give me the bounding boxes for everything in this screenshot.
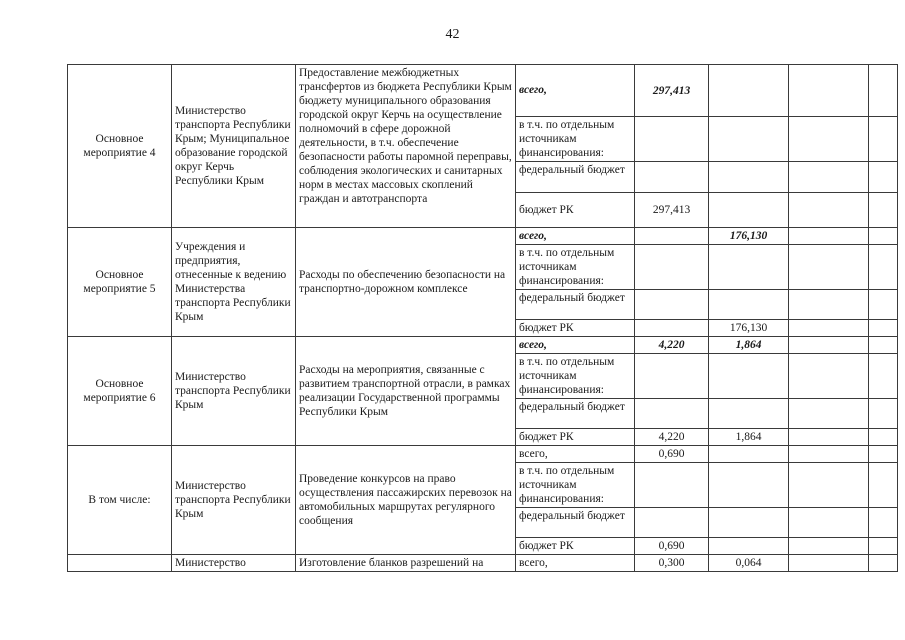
empty-cell (869, 117, 898, 162)
program-financing-table (67, 64, 898, 572)
empty-cell (869, 162, 898, 193)
source-cell: федеральный бюджет (516, 162, 635, 193)
value-cell (635, 463, 709, 508)
description-cell: Проведение конкурсов на право осуществления пассажирских перевозок на автомобильных маршрутах регулярного сообщения (296, 446, 516, 555)
source-cell: всего, (516, 65, 635, 117)
value-cell (789, 463, 869, 508)
value-cell (789, 429, 869, 446)
empty-cell (869, 555, 898, 572)
value-cell: 0,690 (635, 446, 709, 463)
value-cell: 1,864 (709, 337, 789, 354)
empty-cell (869, 320, 898, 337)
value-cell (709, 65, 789, 117)
value-cell: 0,064 (709, 555, 789, 572)
source-cell: всего, (516, 446, 635, 463)
empty-cell (869, 193, 898, 228)
value-cell (789, 320, 869, 337)
value-cell (789, 117, 869, 162)
value-cell (789, 399, 869, 429)
value-cell (789, 162, 869, 193)
empty-cell (869, 228, 898, 245)
table-row (68, 228, 898, 245)
value-cell (789, 508, 869, 538)
value-cell (789, 555, 869, 572)
empty-cell (869, 290, 898, 320)
empty-cell (869, 446, 898, 463)
source-cell: в т.ч. по отдельным источникам финансирования: (516, 354, 635, 399)
value-cell (789, 290, 869, 320)
value-cell (789, 65, 869, 117)
description-cell: Предоставление межбюджетных трансфертов из бюджета Республики Крым бюджету муниципального образования городской округ Керчь на осуществление полномочий в сфере дорожной деятельности, в т.ч. обеспечение безопасности работы паромной переправы, соблюдения экологических и санитарных норм в местах массовых скоплений граждан и автотранспорта (296, 65, 516, 228)
value-cell (709, 463, 789, 508)
source-cell: всего, (516, 228, 635, 245)
value-cell (635, 162, 709, 193)
activity-cell: Основное мероприятие 4 (68, 65, 172, 228)
value-cell (709, 245, 789, 290)
value-cell (709, 399, 789, 429)
value-cell (709, 193, 789, 228)
value-cell: 297,413 (635, 193, 709, 228)
value-cell (635, 320, 709, 337)
empty-cell (869, 245, 898, 290)
value-cell (709, 290, 789, 320)
value-cell (635, 508, 709, 538)
value-cell: 297,413 (635, 65, 709, 117)
activity-cell: В том числе: (68, 446, 172, 555)
source-cell: федеральный бюджет (516, 290, 635, 320)
source-cell: всего, (516, 337, 635, 354)
value-cell (789, 337, 869, 354)
executor-cell: Министерство (172, 555, 296, 572)
value-cell: 0,690 (635, 538, 709, 555)
empty-cell (869, 463, 898, 508)
executor-cell: Министерство транспорта Республики Крым; Муниципальное образование городской округ Керчь Республики Крым (172, 65, 296, 228)
source-cell: в т.ч. по отдельным источникам финансирования: (516, 463, 635, 508)
source-cell: бюджет РК (516, 320, 635, 337)
value-cell (635, 245, 709, 290)
source-cell: бюджет РК (516, 538, 635, 555)
value-cell (709, 508, 789, 538)
source-cell: федеральный бюджет (516, 508, 635, 538)
value-cell (789, 354, 869, 399)
empty-cell (869, 399, 898, 429)
empty-cell (869, 337, 898, 354)
source-cell: всего, (516, 555, 635, 572)
executor-cell: Министерство транспорта Республики Крым (172, 446, 296, 555)
source-cell: бюджет РК (516, 193, 635, 228)
value-cell (709, 162, 789, 193)
source-cell: федеральный бюджет (516, 399, 635, 429)
executor-cell: Министерство транспорта Республики Крым (172, 337, 296, 446)
value-cell (789, 538, 869, 555)
value-cell: 1,864 (709, 429, 789, 446)
value-cell (635, 290, 709, 320)
empty-cell (869, 508, 898, 538)
value-cell (789, 228, 869, 245)
value-cell (635, 228, 709, 245)
value-cell (709, 117, 789, 162)
value-cell: 4,220 (635, 337, 709, 354)
executor-cell: Учреждения и предприятия, отнесенные к ведению Министерства транспорта Республики Крым (172, 228, 296, 337)
value-cell: 0,300 (635, 555, 709, 572)
source-cell: бюджет РК (516, 429, 635, 446)
description-cell: Расходы на мероприятия, связанные с развитием транспортной отрасли, в рамках реализации Государственной программы Республики Крым (296, 337, 516, 446)
empty-cell (869, 65, 898, 117)
value-cell (635, 399, 709, 429)
page-number: 42 (445, 27, 460, 42)
empty-cell (869, 429, 898, 446)
description-cell: Расходы по обеспечению безопасности на транспортно-дорожном комплексе (296, 228, 516, 337)
source-cell: в т.ч. по отдельным источникам финансирования: (516, 117, 635, 162)
table-row (68, 337, 898, 354)
activity-cell: Основное мероприятие 5 (68, 228, 172, 337)
value-cell (635, 117, 709, 162)
value-cell: 176,130 (709, 228, 789, 245)
activity-cell (68, 555, 172, 572)
value-cell (709, 538, 789, 555)
table-row (68, 65, 898, 117)
value-cell (789, 193, 869, 228)
value-cell (635, 354, 709, 399)
value-cell (709, 354, 789, 399)
activity-cell: Основное мероприятие 6 (68, 337, 172, 446)
value-cell (789, 245, 869, 290)
table-row (68, 555, 898, 572)
value-cell: 176,130 (709, 320, 789, 337)
table-row (68, 446, 898, 463)
source-cell: в т.ч. по отдельным источникам финансирования: (516, 245, 635, 290)
value-cell: 4,220 (635, 429, 709, 446)
empty-cell (869, 354, 898, 399)
empty-cell (869, 538, 898, 555)
description-cell: Изготовление бланков разрешений на (296, 555, 516, 572)
value-cell (709, 446, 789, 463)
value-cell (789, 446, 869, 463)
